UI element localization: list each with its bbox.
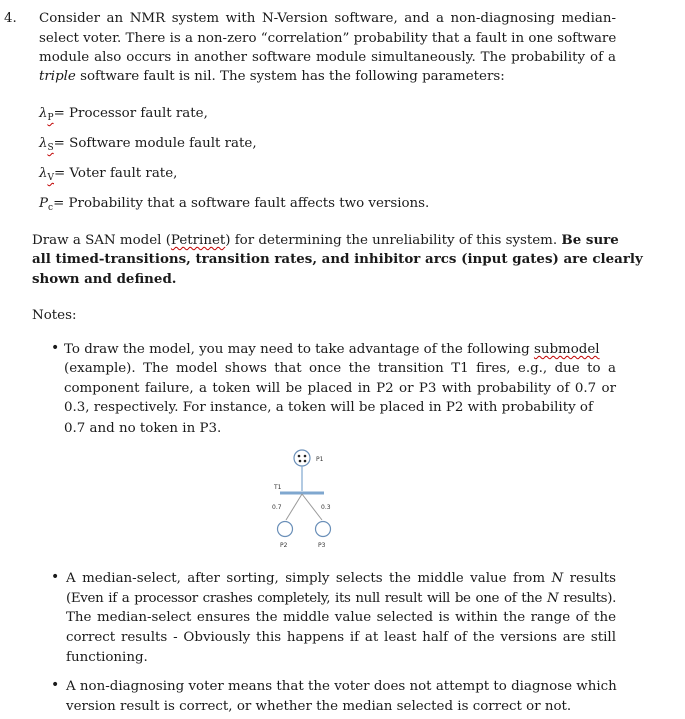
p1-label: P1 [316,456,324,463]
task-bold: Be sure [561,232,619,248]
bullet-marker: • [51,569,60,585]
t1-label: T1 [274,484,282,491]
param-sub: P [47,113,54,123]
token [304,455,307,458]
intro-line-2: select voter. There is a non-zero “correlation” probability that a fault in one software [39,31,617,46]
bullet2-text: A median-select, after sorting, simply selects the middle value from [66,571,552,586]
n-italic: N [547,591,559,606]
place-p3 [316,522,331,537]
petri-net-diagram [260,444,350,554]
bullet2-line-1 [66,569,616,589]
bullet-marker: • [51,677,60,693]
token [298,455,301,458]
task-line-2: all timed-transitions, transition rates, and inhibitor arcs (input gates) are clearly [32,251,643,267]
bullet1-line-1 [64,340,616,360]
token [304,460,307,463]
prob-right-label: 0.3 [321,504,331,511]
param-software [39,134,257,158]
param-text: = Processor fault rate, [53,106,208,121]
bullet2-line-4: correct results - Obviously this happens if at least half of the versions are still [66,630,616,645]
submodel-word: submodel [533,342,600,357]
petrinet-word: Petrinet [170,233,226,248]
bullet1-line-3: component failure, a token will be placed in P2 or P3 with probability of 0.7 or [64,381,616,396]
question-number: 4. [4,11,17,26]
param-processor [39,104,208,128]
bullet2-text: results [563,571,616,586]
intro-line-4 [39,67,505,87]
param-voter [39,164,177,188]
notes-title: Notes: [32,308,77,323]
arc-t1-p2 [286,494,302,520]
prob-left-label: 0.7 [272,504,282,511]
place-p1 [294,450,310,466]
task-line-1 [32,230,619,251]
param-symbol: λ [39,136,48,151]
bullet1-line-4: 0.3, respectively. For instance, a token will be placed in P2 with probability of [64,400,593,415]
task-line-3: shown and defined. [32,271,177,287]
bullet1-line-5: 0.7 and no token in P3. [64,421,222,436]
intro-line-4-rest: software fault is nil. The system has the following parameters: [75,69,505,84]
token [299,460,302,463]
param-symbol: λ [39,166,48,181]
param-sub: V [47,173,54,183]
bullet-marker: • [51,340,60,356]
bullet1-line-2: (example). The model shows that once the transition T1 fires, e.g., due to a [64,361,616,376]
bullet1-text: To draw the model, you may need to take advantage of the following [64,342,534,357]
bullet3-line-2: version result is correct, or whether the median selected is correct or not. [66,699,572,714]
task-text: ) for determining the unreliability of this system. [225,233,562,248]
intro-line-1: Consider an NMR system with N-Version software, and a non-diagnosing median- [39,11,616,26]
arc-t1-p3 [302,494,322,520]
param-correlation [39,194,429,218]
param-text: = Software module fault rate, [53,136,257,151]
param-text: = Voter fault rate, [54,166,178,181]
param-sub: c [48,203,54,213]
task-text: Draw a SAN model ( [32,233,171,248]
bullet2-line-2 [66,589,616,609]
n-italic: N [551,571,564,586]
bullet2-text: (Even if a processor crashes completely, its null result will be one of the [66,591,548,606]
param-sub: S [47,143,54,153]
bullet2-line-3: The median-select ensures the middle value selected is within the range of the [66,610,616,625]
param-text: = Probability that a software fault affects two versions. [53,196,430,211]
param-symbol: P [39,196,49,211]
bullet3-line-1: A non-diagnosing voter means that the voter does not attempt to diagnose which [66,679,617,694]
p2-label: P2 [280,542,288,549]
p3-label: P3 [318,542,326,549]
bullet2-text: results). [558,591,616,606]
intro-italic-word: triple [39,69,76,84]
bullet2-line-5: functioning. [66,650,148,665]
intro-line-3: module also occurs in another software module simultaneously. The probability of a [39,50,616,65]
place-p2 [278,522,293,537]
param-symbol: λ [39,106,48,121]
